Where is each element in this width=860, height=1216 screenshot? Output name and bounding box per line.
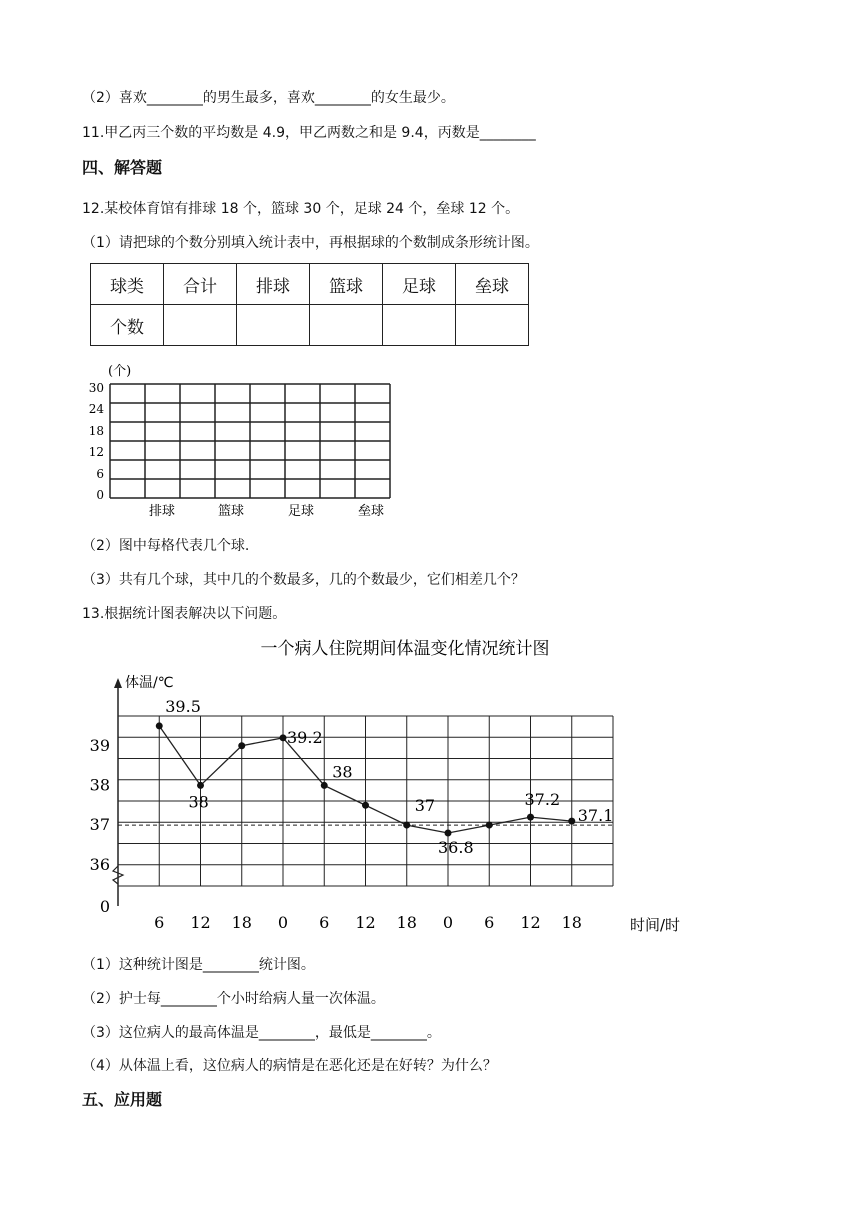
q13-part2: （2）护士每________个小时给病人量一次体温。: [82, 991, 385, 1007]
x-axis-label: 时间/时: [630, 916, 681, 934]
x-tick-label: 18: [561, 913, 582, 932]
data-point: [321, 782, 328, 789]
x-tick-label: 18: [396, 913, 417, 932]
y-tick: 18: [88, 424, 104, 438]
section-5-heading: 五、应用题: [82, 1090, 163, 1109]
data-point: [486, 822, 493, 829]
y-tick: 12: [88, 445, 104, 459]
data-label: 39.2: [287, 727, 323, 747]
table-row: [91, 305, 529, 346]
y-tick: 30: [88, 381, 104, 395]
data-label: 39.5: [165, 696, 201, 716]
unit-label: (个): [108, 364, 132, 379]
data-point: [238, 742, 245, 749]
x-tick-label: 12: [355, 913, 376, 932]
temperature-line-chart: [80, 632, 720, 942]
x-tick-label: 12: [520, 913, 541, 932]
q12-part3: （3）共有几个球，其中几的个数最多，几的个数最少，它们相差几个？: [82, 572, 525, 588]
q12-part1: （1）请把球的个数分别填入统计表中，再根据球的个数制成条形统计图。: [82, 235, 539, 251]
y-tick-label: 36: [89, 854, 110, 874]
x-category: 足球: [287, 504, 315, 519]
y-tick: 24: [88, 402, 104, 416]
x-tick-label: 0: [277, 913, 289, 932]
blank-cell[interactable]: [310, 305, 383, 346]
section-4-heading: 四、解答题: [82, 158, 163, 177]
table-cell: 球类: [91, 264, 164, 305]
data-point: [527, 814, 534, 821]
q12-part2: （2）图中每格代表几个球.: [82, 538, 250, 554]
data-label: 37: [414, 796, 436, 816]
ball-count-table: [90, 263, 529, 346]
x-category: 排球: [148, 504, 176, 519]
data-label: 37.1: [577, 806, 614, 826]
blank-cell[interactable]: [383, 305, 456, 346]
y-axis-label: 体温/℃: [125, 675, 174, 691]
y-axis-arrow: [114, 678, 122, 688]
data-point: [197, 782, 204, 789]
blank-cell[interactable]: [164, 305, 237, 346]
blank-cell[interactable]: [237, 305, 310, 346]
y-tick-label: 39: [89, 735, 110, 755]
table-cell: 篮球: [310, 264, 383, 305]
data-point: [362, 802, 369, 809]
x-tick-label: 6: [319, 913, 330, 932]
data-point: [156, 722, 163, 729]
x-tick-label: 6: [154, 913, 165, 932]
q13: 13.根据统计图表解决以下问题。: [82, 606, 287, 622]
x-tick-label: 6: [484, 913, 495, 932]
x-tick-label: 18: [231, 913, 252, 932]
data-point: [568, 818, 575, 825]
table-cell: 垒球: [456, 264, 529, 305]
y-tick-label: 0: [99, 897, 110, 916]
y-tick-label: 38: [89, 775, 110, 795]
chart-title: 一个病人住院期间体温变化情况统计图: [260, 639, 550, 659]
blank-cell[interactable]: [456, 305, 529, 346]
x-category: 篮球: [217, 504, 245, 519]
x-category: 垒球: [357, 504, 385, 519]
data-label: 36.8: [438, 838, 474, 858]
q12: 12.某校体育馆有排球 18 个，篮球 30 个，足球 24 个，垒球 12 个。: [82, 201, 520, 217]
x-tick-label: 0: [442, 913, 454, 932]
data-point: [280, 734, 287, 741]
table-cell: 足球: [383, 264, 456, 305]
y-tick: 0: [96, 488, 104, 502]
data-label: 38: [332, 762, 353, 782]
data-label: 38: [188, 792, 209, 812]
q11: 11.甲乙丙三个数的平均数是 4.9，甲乙两数之和是 9.4，丙数是________: [82, 125, 536, 141]
x-tick-label: 12: [190, 913, 211, 932]
data-point: [445, 830, 452, 837]
y-tick-label: 37: [89, 815, 110, 835]
table-cell: 个数: [91, 305, 164, 346]
q13-part4: （4）从体温上看，这位病人的病情是在恶化还是在好转？为什么？: [82, 1058, 497, 1074]
bar-chart-grid: [88, 360, 398, 520]
table-cell: 排球: [237, 264, 310, 305]
y-tick: 6: [96, 467, 104, 481]
q10-part2: （2）喜欢________的男生最多，喜欢________的女生最少。: [82, 90, 455, 106]
table-header-row: [91, 264, 529, 305]
table-cell: 合计: [164, 264, 237, 305]
data-point: [403, 822, 410, 829]
q13-part3: （3）这位病人的最高体温是________，最低是________。: [82, 1025, 441, 1041]
data-label: 37.2: [524, 790, 561, 810]
q13-part1: （1）这种统计图是________统计图。: [82, 957, 315, 973]
